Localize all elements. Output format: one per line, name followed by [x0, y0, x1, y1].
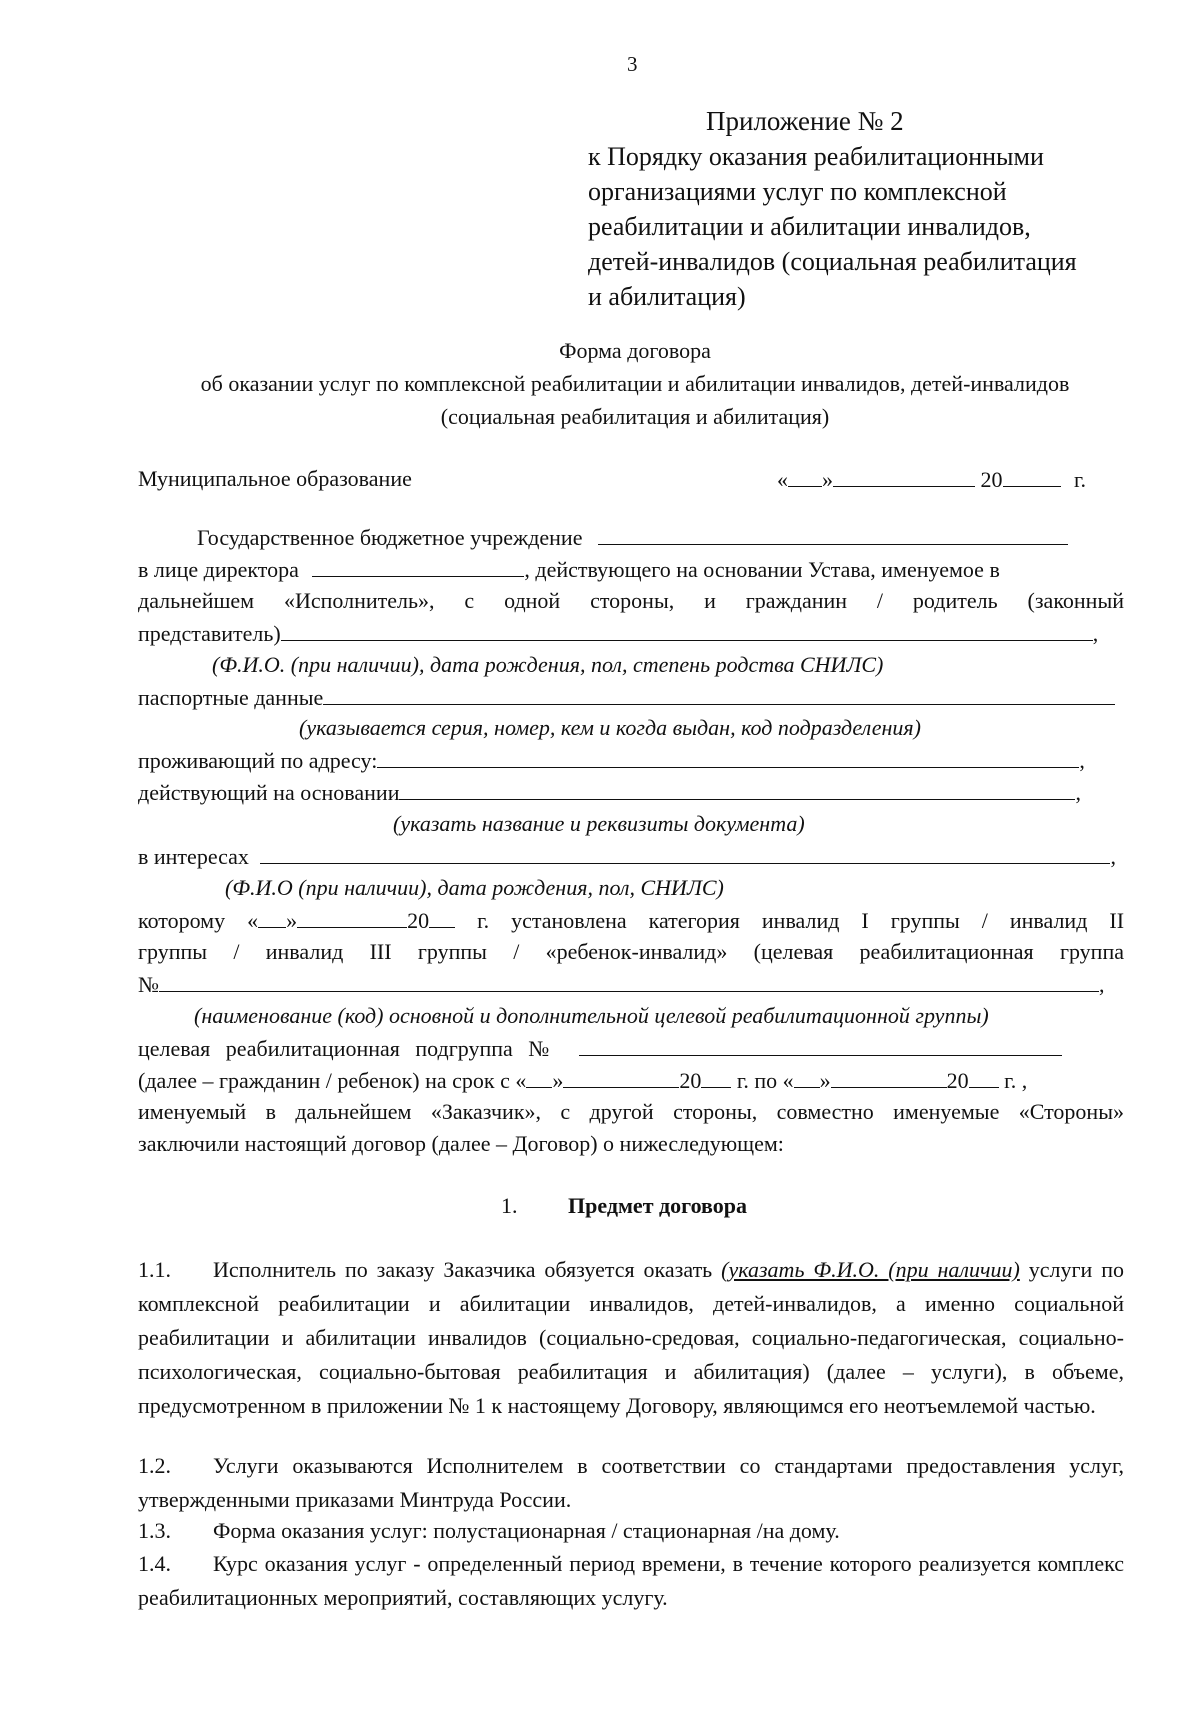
hint-passport: (указывается серия, номер, кем и когда выдан, код подразделения) — [299, 715, 921, 740]
address-label: проживающий по адресу: — [138, 748, 378, 773]
basis-label: действующий на основании — [138, 780, 400, 805]
term-from-year-blank[interactable] — [701, 1067, 731, 1088]
executor-line: дальнейшем «Исполнитель», с одной стороны, и гражданин / родитель (законный — [138, 588, 1124, 613]
month-blank[interactable] — [833, 466, 975, 487]
director-suffix: , действующего на основании Устава, именуемое в — [524, 557, 1000, 582]
group-number-blank[interactable] — [159, 971, 1099, 992]
clause-number: 1.2. — [138, 1453, 171, 1478]
clause-text: Исполнитель по заказу Заказчика обязуется оказать — [213, 1257, 713, 1282]
category-line — [138, 907, 1124, 934]
hint-group: (наименование (код) основной и дополнительной целевой реабилитационной группы) — [194, 1003, 989, 1028]
clause-1-1 — [138, 1253, 1124, 1423]
representative-blank[interactable] — [281, 620, 1093, 641]
form-subtitle-2: (социальная реабилитация и абилитация) — [440, 404, 830, 429]
director-blank[interactable] — [312, 556, 524, 577]
clause-1-2 — [138, 1449, 1124, 1517]
appendix-title: Приложение № 2 — [706, 106, 904, 136]
basis-blank[interactable] — [399, 779, 1075, 800]
appendix-line: детей-инвалидов (социальная реабилитация — [588, 247, 1077, 276]
form-title: Форма договора — [559, 338, 711, 363]
customer-line: именуемый в дальнейшем «Заказчик», с другой стороны, совместно именуемые «Стороны» — [138, 1099, 1124, 1124]
year-suffix: г. — [1074, 467, 1087, 492]
term-suffix: г. , — [1004, 1068, 1028, 1093]
term-to-year-blank[interactable] — [969, 1067, 999, 1088]
clause-text: Форма оказания услуг: полустационарная / стационарная /на дому. — [213, 1518, 840, 1543]
contract-date — [777, 466, 1086, 493]
term-to-day-blank[interactable] — [794, 1067, 820, 1088]
clause-number: 1.1. — [138, 1257, 171, 1282]
group-number-line — [138, 971, 1105, 998]
passport-line — [138, 684, 1115, 711]
representative-label: представитель) — [138, 621, 281, 646]
section-title: Предмет договора — [568, 1193, 747, 1218]
clause-number: 1.4. — [138, 1551, 171, 1576]
interests-blank[interactable] — [260, 843, 1110, 864]
category-year-prefix: 20 — [407, 908, 430, 933]
comma: , — [1075, 780, 1081, 805]
municipality-label: Муниципальное образование — [138, 466, 412, 491]
clause-text: Услуги оказываются Исполнителем в соответствии со стандартами предоставления услуг, утвержденными приказами Минтруда России. — [138, 1453, 1124, 1512]
category-text: г. установлена категория инвалид I группы / инвалид II — [477, 908, 1125, 933]
term-from-close: » — [552, 1068, 564, 1093]
term-from-year-prefix: 20 — [679, 1068, 702, 1093]
appendix-header — [588, 104, 1077, 314]
comma: , — [1079, 748, 1085, 773]
comma: , — [1092, 621, 1099, 646]
hint-basis: (указать название и реквизиты документа) — [393, 811, 805, 836]
clause-1-3 — [138, 1514, 1124, 1548]
term-from-open: (далее – гражданин / ребенок) на срок с « — [138, 1068, 527, 1093]
basis-line — [138, 779, 1081, 806]
day-blank[interactable] — [788, 466, 822, 487]
hint-fio: (Ф.И.О. (при наличии), дата рождения, пол, степень родства СНИЛС) — [212, 652, 884, 677]
hint-interests: (Ф.И.О (при наличии), дата рождения, пол, СНИЛС) — [225, 875, 724, 900]
number-sign: № — [138, 972, 159, 997]
concluded-line: заключили настоящий договор (далее – Договор) о нижеследующем: — [138, 1131, 784, 1156]
year-prefix: 20 — [980, 467, 1003, 492]
category-month-blank[interactable] — [297, 907, 407, 928]
director-label: в лице директора — [138, 557, 299, 582]
section-number: 1. — [501, 1193, 518, 1218]
term-from-month-blank[interactable] — [563, 1067, 679, 1088]
subgroup-label: целевая реабилитационная подгруппа № — [138, 1036, 550, 1061]
passport-blank[interactable] — [323, 684, 1115, 705]
term-to-close: » — [819, 1068, 831, 1093]
term-from-day-blank[interactable] — [526, 1067, 552, 1088]
year-blank[interactable] — [1003, 466, 1061, 487]
institution-blank[interactable] — [598, 524, 1068, 545]
passport-label: паспортные данные — [138, 685, 324, 710]
term-to-month-blank[interactable] — [831, 1067, 947, 1088]
form-subtitle: об оказании услуг по комплексной реабилитации и абилитации инвалидов, детей-инвалидов — [200, 371, 1070, 396]
representative-line — [138, 620, 1098, 647]
institution-label: Государственное бюджетное учреждение — [197, 525, 583, 550]
term-to-open: г. по « — [736, 1068, 794, 1093]
category-quote-close: » — [286, 908, 298, 933]
date-quote-open: « — [777, 467, 788, 492]
address-line — [138, 747, 1085, 774]
subgroup-line — [138, 1035, 1062, 1062]
category-line-2: группы / инвалид III группы / «ребенок-инвалид» (целевая реабилитационная группа — [138, 939, 1124, 964]
clause-number: 1.3. — [138, 1518, 171, 1543]
comma: , — [1110, 844, 1116, 869]
appendix-line: реабилитации и абилитации инвалидов, — [588, 212, 1031, 241]
term-to-year-prefix: 20 — [946, 1068, 969, 1093]
fio-placeholder: (указать Ф.И.О. (при наличии) — [721, 1257, 1020, 1282]
appendix-line: и абилитация) — [588, 282, 746, 311]
subgroup-blank[interactable] — [579, 1035, 1062, 1056]
category-day-blank[interactable] — [258, 907, 286, 928]
interests-line — [138, 843, 1116, 870]
director-line — [138, 556, 1000, 583]
interests-label: в интересах — [138, 844, 249, 869]
category-year-blank[interactable] — [429, 907, 455, 928]
page-number: 3 — [627, 52, 638, 76]
clause-text: услуги по комплексной реабилитации и абилитации инвалидов, детей-инвалидов, а именно социальной реабилитации и абилитации инвалидов (социально-средовая, социально-педагогическая, социально-психологическая, социально-бытовая реабилитация и абилитация) (далее – услуги), в объеме, предусмотренном в приложении № 1 к настоящему Договору, являющимся его неотъемлемой частью. — [138, 1257, 1124, 1418]
comma: , — [1099, 972, 1105, 997]
institution-line — [197, 524, 1068, 551]
appendix-line: организациями услуг по комплексной — [588, 177, 1007, 206]
date-quote-close: » — [822, 467, 833, 492]
address-blank[interactable] — [377, 747, 1079, 768]
clause-text: Курс оказания услуг - определенный период времени, в течение которого реализуется комплекс реабилитационных мероприятий, составляющих услугу. — [138, 1551, 1124, 1610]
term-line — [138, 1067, 1027, 1094]
appendix-line: к Порядку оказания реабилитационными — [588, 142, 1044, 171]
clause-1-4 — [138, 1547, 1124, 1615]
category-quote-open: которому « — [138, 908, 259, 933]
